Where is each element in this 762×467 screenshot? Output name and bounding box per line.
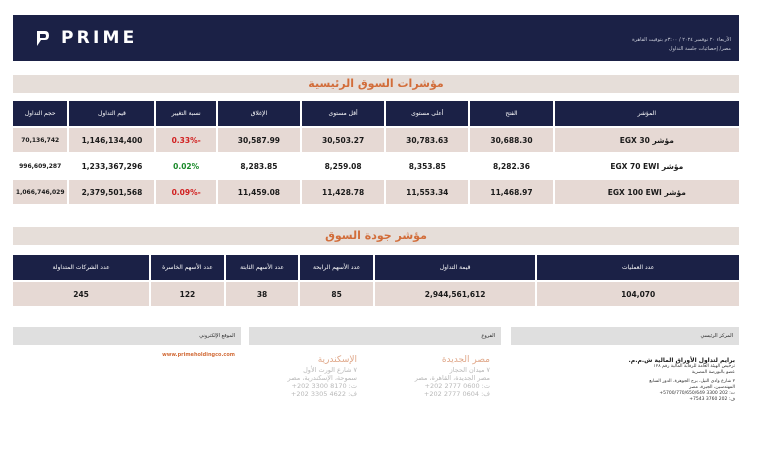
quality-header-row: [13, 255, 739, 280]
unchanged-count: 38: [226, 282, 299, 306]
branch-phone: ت: 0600 2777 202+: [424, 382, 490, 390]
col-high: أعلى مستوى: [386, 101, 468, 126]
branch-fax: ف: 4622 3305 202+: [290, 390, 357, 398]
col-trades: عدد العمليات: [537, 255, 739, 280]
hq-block: [600, 357, 735, 403]
index-name: مؤشر EGX 30: [555, 128, 739, 152]
quality-section-title: مؤشر جودة السوق: [13, 227, 739, 245]
hq-line: المهندسين، الجيزة، مصر: [689, 385, 735, 390]
col-traded-companies: عدد الشركات المتداولة: [13, 255, 149, 280]
col-change: نسبة التغيير: [156, 101, 215, 126]
index-open: 11,468.97: [470, 180, 552, 204]
index-name: مؤشر EGX 100 EWI: [555, 180, 739, 204]
traded-companies-count: 245: [13, 282, 149, 306]
index-low: 11,428.78: [302, 180, 384, 204]
index-name: مؤشر EGX 70 EWI: [555, 154, 739, 178]
index-close: 11,459.08: [218, 180, 300, 204]
gainers-count: 85: [300, 282, 373, 306]
index-high: 11,553.34: [386, 180, 468, 204]
col-trade-value: قيمة التداول: [375, 255, 535, 280]
table-row: [13, 282, 739, 306]
website-label: الموقع الإلكتروني: [13, 327, 241, 345]
prime-logo: [35, 28, 137, 48]
hq-line: عضو بالبورصة المصرية: [691, 370, 735, 375]
branch-line: ٧ ميدان الحجاز: [449, 366, 490, 374]
report-date: الأربعاء ٢٠ نوفمبر ٢٠٢٤ / ٣:٠٠م بتوقيت القاهرة: [632, 37, 731, 43]
hq-line: ٢ شارع وادي النيل، برج الجوهرة، الدور السابع: [649, 379, 735, 384]
trades-value: 104,070: [537, 282, 739, 306]
col-gainers: عدد الأسهم الرابحة: [300, 255, 373, 280]
index-close: 8,283.85: [218, 154, 300, 178]
index-value: 1,146,134,400: [69, 128, 154, 152]
breadcrumb: مصر/ إحصائيات جلسة التداول: [668, 46, 731, 52]
index-open: 8,282.36: [470, 154, 552, 178]
website-link[interactable]: www.primeholdingco.com: [162, 352, 235, 358]
branch-line: مصر الجديدة، القاهرة، مصر: [414, 374, 490, 382]
index-high: 30,783.63: [386, 128, 468, 152]
trade-value-amount: 2,944,561,612: [375, 282, 535, 306]
table-row: [13, 154, 739, 178]
branch-line: سموحة، الإسكندرية، مصر: [287, 374, 357, 382]
brand-name: PRIME: [61, 28, 138, 48]
hq-fax: ف: 202 3760 7543+: [689, 397, 735, 402]
branch-heliopolis: [395, 355, 490, 398]
branch-title: مصر الجديدة: [441, 355, 490, 365]
index-volume: 996,609,287: [13, 154, 67, 178]
index-low: 8,259.08: [302, 154, 384, 178]
hq-label: المركز الرئيسي: [511, 327, 739, 345]
col-low: أقل مستوى: [302, 101, 384, 126]
branch-phone: ت: 8170 3300 202+: [291, 382, 357, 390]
index-change: -0.33%: [156, 128, 215, 152]
branch-fax: ف: 0604 2777 202+: [423, 390, 490, 398]
table-row: [13, 128, 739, 152]
index-change: -0.09%: [156, 180, 215, 204]
indices-section-title: مؤشرات السوق الرئيسية: [13, 75, 739, 93]
col-index: المؤشر: [555, 101, 739, 126]
indices-table: [11, 99, 741, 206]
col-value: قيم التداول: [69, 101, 154, 126]
report-header: [13, 15, 739, 61]
index-open: 30,688.30: [470, 128, 552, 152]
col-close: الإغلاق: [218, 101, 300, 126]
quality-table: [11, 253, 741, 308]
index-volume: 70,136,742: [13, 128, 67, 152]
index-close: 30,587.99: [218, 128, 300, 152]
table-row: [13, 180, 739, 204]
indices-header-row: [13, 101, 739, 126]
index-low: 30,503.27: [302, 128, 384, 152]
hq-phone: ت: 202 3300 5700/770/650/649+: [659, 391, 735, 396]
branch-alexandria: [262, 355, 357, 398]
col-unchanged: عدد الأسهم الثابتة: [226, 255, 299, 280]
prime-logo-icon: [35, 29, 51, 48]
col-open: الفتح: [470, 101, 552, 126]
hq-company-name: برايم لتداول الأوراق المالية ش.م.م.: [628, 357, 735, 364]
branches-label: الفروع: [249, 327, 501, 345]
col-losers: عدد الأسهم الخاسرة: [151, 255, 224, 280]
index-value: 1,233,367,296: [69, 154, 154, 178]
header-meta: [632, 36, 731, 54]
index-volume: 1,066,746,029: [13, 180, 67, 204]
losers-count: 122: [151, 282, 224, 306]
col-volume: حجم التداول: [13, 101, 67, 126]
index-change: 0.02%: [156, 154, 215, 178]
index-high: 8,353.85: [386, 154, 468, 178]
index-value: 2,379,501,568: [69, 180, 154, 204]
branch-title: الإسكندرية: [317, 355, 357, 365]
branch-line: ٧ شارع الورت الأول: [303, 366, 357, 374]
hq-line: ترخيص الهيئة العامة للرقابة المالية رقم ١٢٨: [653, 364, 735, 369]
